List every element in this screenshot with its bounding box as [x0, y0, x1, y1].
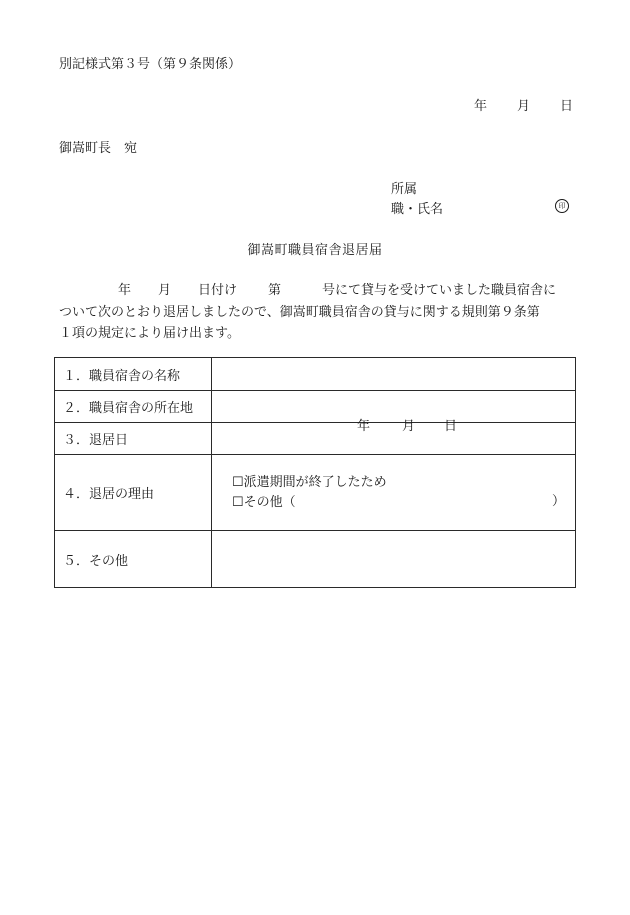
- other-notes-field[interactable]: [212, 531, 576, 588]
- move-out-year: 年: [357, 419, 371, 434]
- seal-mark: 印: [555, 199, 569, 213]
- date-month: 月: [517, 99, 531, 114]
- addressee: 御嵩町長 宛: [59, 141, 138, 156]
- row-label: ３．退居日: [55, 423, 212, 455]
- row-label: ４．退居の理由: [55, 455, 212, 531]
- form-number-label: 別記様式第３号（第９条関係）: [59, 57, 242, 72]
- document-title: 御嵩町職員宿舎退居届: [247, 243, 383, 258]
- date-year: 年: [474, 99, 488, 114]
- move-out-reason-field: [212, 455, 576, 531]
- move-out-month: 月: [402, 419, 416, 434]
- table-row: [55, 391, 576, 423]
- details-table: [54, 357, 576, 588]
- reason-other-close-paren: ）: [551, 494, 565, 509]
- housing-address-field[interactable]: [212, 391, 576, 423]
- move-out-day: 日: [444, 419, 458, 434]
- affiliation-label: 所属: [391, 182, 418, 197]
- body-line-2: ついて次のとおり退居しましたので、御嵩町職員宿舎の貸与に関する規則第９条第: [59, 305, 540, 320]
- reason-option-other[interactable]: ☐その他（: [232, 494, 296, 510]
- reason-option-dispatch-ended[interactable]: ☐派遣期間が終了したため: [232, 474, 387, 490]
- move-out-date-field[interactable]: [212, 419, 576, 455]
- table-row: [55, 455, 576, 531]
- body-dated: 日付け: [198, 283, 238, 298]
- body-line-3: １項の規定により届け出ます。: [59, 326, 240, 341]
- housing-name-field[interactable]: [212, 358, 576, 391]
- body-line-1-rest: 号にて貸与を受けていました職員宿舎に: [322, 283, 557, 298]
- body-number-prefix: 第: [268, 283, 282, 298]
- table-row: [55, 423, 576, 455]
- name-label: 職・氏名: [391, 202, 444, 217]
- row-label: ５．その他: [55, 531, 212, 588]
- date-day: 日: [560, 99, 574, 114]
- table-row: [55, 531, 576, 588]
- table-row: [55, 358, 576, 391]
- row-label: １．職員宿舎の名称: [55, 358, 212, 391]
- body-month: 月: [158, 283, 172, 298]
- row-label: ２．職員宿舎の所在地: [55, 391, 212, 423]
- body-year: 年: [118, 283, 132, 298]
